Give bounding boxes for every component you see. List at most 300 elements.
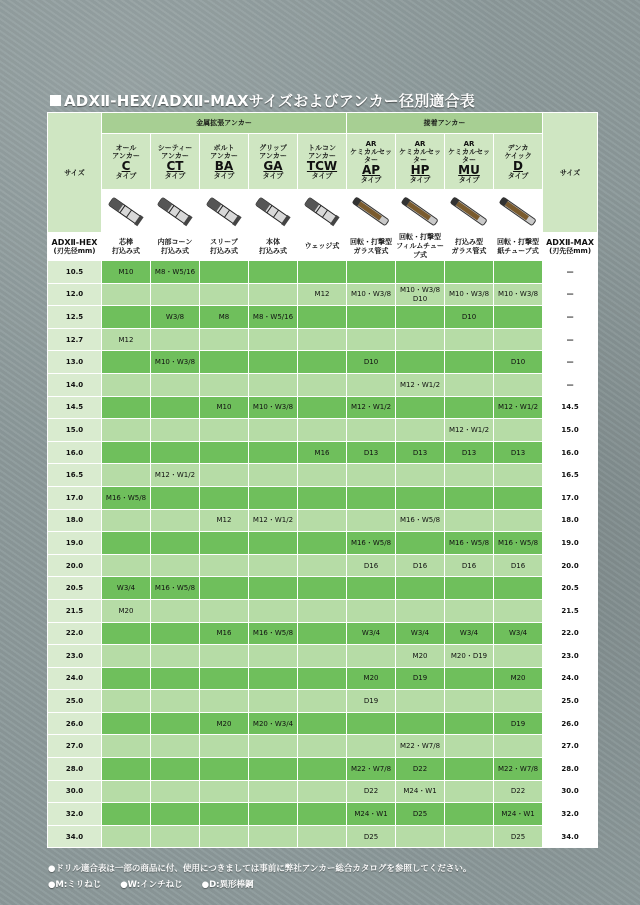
fit-cell: [200, 758, 249, 781]
max-size-cell: —: [543, 306, 598, 329]
anchor-method-6: 回転・打撃型 フィルムチューブ式: [396, 233, 444, 259]
fit-cell: [445, 328, 494, 351]
anchor-method-4: ウェッジ式: [298, 233, 347, 261]
hex-size-cell: 14.5: [48, 396, 102, 419]
max-size-cell: 26.0: [543, 712, 598, 735]
hex-size-cell: 23.0: [48, 645, 102, 668]
fit-cell: [102, 283, 151, 306]
hex-size-cell: 21.5: [48, 599, 102, 622]
fit-cell: M10・W3/8: [151, 351, 200, 374]
fit-cell: M20・W3/4: [249, 712, 298, 735]
hex-size-cell: 26.0: [48, 712, 102, 735]
anchor-image-2: [200, 190, 249, 233]
fit-cell: [298, 532, 347, 555]
anchor-code: C: [121, 158, 131, 173]
anchor-name: アンカー: [259, 151, 287, 160]
table-row: [48, 622, 598, 645]
fit-cell: [347, 464, 396, 487]
fit-cell: [200, 690, 249, 713]
fit-cell: [151, 486, 200, 509]
max-size-cell: 15.0: [543, 419, 598, 442]
fit-cell: W3/4: [396, 622, 445, 645]
fit-cell: M10・W3/8: [347, 283, 396, 306]
compatibility-table: [47, 112, 598, 848]
fit-cell: [151, 419, 200, 442]
fit-cell: M12・W1/2: [249, 509, 298, 532]
hex-size-cell: 13.0: [48, 351, 102, 374]
fit-cell: M20: [494, 667, 543, 690]
fit-cell: [298, 825, 347, 848]
fit-cell: [396, 599, 445, 622]
fit-cell: M10・W3/8: [249, 396, 298, 419]
adhesive-anchor-group-header: 接着アンカー: [347, 113, 543, 134]
anchor-code: CT: [166, 158, 184, 173]
fit-cell: [102, 419, 151, 442]
fit-cell: [200, 667, 249, 690]
fit-cell: [445, 509, 494, 532]
table-row: [48, 577, 598, 600]
hex-size-cell: 12.5: [48, 306, 102, 329]
fit-cell: M20: [200, 712, 249, 735]
fit-cell: D16: [347, 554, 396, 577]
fit-cell: [102, 306, 151, 329]
fit-cell: [494, 419, 543, 442]
fit-cell: [445, 464, 494, 487]
anchor-image-1: [151, 190, 200, 233]
fit-cell: [445, 758, 494, 781]
fit-cell: [151, 758, 200, 781]
fit-cell: [298, 803, 347, 826]
max-size-cell: —: [543, 328, 598, 351]
fit-cell: [249, 554, 298, 577]
anchor-image-4: [298, 190, 347, 233]
fit-cell: [200, 803, 249, 826]
legend-d: ●D:異形棒鋼: [201, 880, 254, 890]
fit-cell: [200, 645, 249, 668]
table-row: [48, 261, 598, 284]
fit-cell: [298, 645, 347, 668]
anchor-code: HP: [410, 162, 430, 177]
fit-cell: [347, 373, 396, 396]
fit-cell: [249, 486, 298, 509]
max-size-cell: 28.0: [543, 758, 598, 781]
fit-cell: D10: [494, 351, 543, 374]
anchor-prefix: シーティー: [157, 143, 193, 152]
anchor-header-5: [347, 134, 396, 190]
fit-cell: [445, 780, 494, 803]
left-size-header: サイズ: [48, 113, 102, 233]
anchor-bolt-icon: [202, 192, 246, 230]
fit-cell: [249, 464, 298, 487]
fit-cell: [494, 328, 543, 351]
fit-cell: [396, 351, 445, 374]
fit-cell: [102, 373, 151, 396]
anchor-image-8: [494, 190, 543, 233]
legend: [48, 878, 270, 890]
fit-cell: W3/4: [102, 577, 151, 600]
table-row: [48, 599, 598, 622]
fit-cell: M20・D19: [445, 645, 494, 668]
fit-cell: [445, 690, 494, 713]
fit-cell: [200, 328, 249, 351]
anchor-name: ケイック: [504, 151, 532, 160]
max-size-cell: —: [543, 351, 598, 374]
fit-cell: D13: [494, 441, 543, 464]
right-size-subheader: ADXⅡ-MAX (刃先径mm): [543, 233, 598, 261]
fit-cell: M8: [200, 306, 249, 329]
fit-cell: M10: [102, 261, 151, 284]
fit-cell: [298, 690, 347, 713]
fit-cell: [298, 509, 347, 532]
fit-cell: [249, 373, 298, 396]
fit-cell: M16・W5/8: [249, 622, 298, 645]
fit-cell: [298, 554, 347, 577]
right-size-header: サイズ: [543, 113, 598, 233]
fit-cell: D16: [445, 554, 494, 577]
chemical-capsule-icon: [447, 192, 491, 230]
fit-cell: [102, 509, 151, 532]
fit-cell: D10: [445, 306, 494, 329]
table-row: [48, 667, 598, 690]
fit-cell: [151, 825, 200, 848]
fit-cell: [102, 780, 151, 803]
page-title: ADXⅡ-HEX/ADXⅡ-MAXサイズおよびアンカー径別適合表: [50, 90, 475, 111]
fit-cell: [347, 261, 396, 284]
fit-cell: M20: [102, 599, 151, 622]
fit-cell: M8・W5/16: [151, 261, 200, 284]
anchor-type: タイプ: [311, 171, 333, 180]
fit-cell: M22・W7/8: [396, 735, 445, 758]
hex-size-cell: 20.5: [48, 577, 102, 600]
fit-cell: [494, 509, 543, 532]
anchor-wedge-icon: [300, 192, 344, 230]
fit-cell: [396, 712, 445, 735]
hex-size-cell: 15.0: [48, 419, 102, 442]
table-row: [48, 396, 598, 419]
fit-cell: [249, 283, 298, 306]
fit-cell: [102, 758, 151, 781]
anchor-image-3: [249, 190, 298, 233]
fit-cell: D25: [396, 803, 445, 826]
chemical-capsule-icon: [496, 192, 540, 230]
fit-cell: [396, 532, 445, 555]
anchor-type: タイプ: [213, 171, 235, 180]
hex-size-cell: 16.5: [48, 464, 102, 487]
fit-cell: M16・W5/8: [396, 509, 445, 532]
hex-size-cell: 34.0: [48, 825, 102, 848]
fit-cell: [102, 396, 151, 419]
anchor-type: タイプ: [360, 175, 382, 184]
fit-cell: [298, 735, 347, 758]
anchor-image-5: [347, 190, 396, 233]
fit-cell: [396, 306, 445, 329]
table-row: [48, 486, 598, 509]
fit-cell: [249, 419, 298, 442]
fit-cell: M20: [347, 667, 396, 690]
fit-cell: [347, 599, 396, 622]
hex-size-cell: 24.0: [48, 667, 102, 690]
fit-cell: [249, 667, 298, 690]
hex-size-cell: 28.0: [48, 758, 102, 781]
fit-cell: [494, 486, 543, 509]
fit-cell: [249, 599, 298, 622]
fit-cell: [151, 780, 200, 803]
fit-cell: [102, 667, 151, 690]
fit-cell: [151, 803, 200, 826]
fit-cell: [102, 803, 151, 826]
max-size-cell: 23.0: [543, 645, 598, 668]
anchor-header-7: [445, 134, 494, 190]
fit-cell: [200, 532, 249, 555]
fit-cell: [151, 396, 200, 419]
max-size-cell: 17.0: [543, 486, 598, 509]
fit-cell: [151, 532, 200, 555]
fit-cell: [249, 441, 298, 464]
max-size-cell: 25.0: [543, 690, 598, 713]
fit-cell: [347, 712, 396, 735]
table-row: [48, 441, 598, 464]
fit-cell: [396, 577, 445, 600]
fit-cell: [249, 690, 298, 713]
legend-m: ●M:ミリねじ: [48, 880, 102, 890]
anchor-prefix: トルコン: [308, 143, 336, 152]
max-size-cell: 16.5: [543, 464, 598, 487]
anchor-code: BA: [214, 158, 234, 173]
fit-cell: [347, 419, 396, 442]
fit-cell: [102, 554, 151, 577]
table-row: [48, 373, 598, 396]
footnote: ●ドリル適合表は一部の商品に付、使用につきましては事前に弊社アンカー総合カタログを参照してください。: [48, 864, 472, 874]
hex-size-cell: 19.0: [48, 532, 102, 555]
table-row: [48, 712, 598, 735]
table-row: [48, 780, 598, 803]
fit-cell: [249, 758, 298, 781]
fit-cell: [347, 645, 396, 668]
anchor-method-7: 打込み型 ガラス管式: [445, 233, 494, 261]
fit-cell: [347, 486, 396, 509]
fit-cell: [200, 735, 249, 758]
fit-cell: D10: [347, 351, 396, 374]
fit-cell: [396, 464, 445, 487]
table-row: [48, 351, 598, 374]
anchor-prefix: オール: [115, 143, 137, 152]
hex-size-cell: 10.5: [48, 261, 102, 284]
table-row: [48, 509, 598, 532]
fit-cell: [249, 532, 298, 555]
fit-cell: [200, 373, 249, 396]
fit-cell: [200, 486, 249, 509]
fit-cell: [151, 690, 200, 713]
anchor-image-7: [445, 190, 494, 233]
anchor-header-6: [396, 134, 445, 190]
hex-size-cell: 22.0: [48, 622, 102, 645]
fit-cell: [445, 486, 494, 509]
legend-w: ●W:インチねじ: [120, 880, 183, 890]
max-size-cell: —: [543, 261, 598, 284]
fit-cell: D25: [494, 825, 543, 848]
anchor-prefix: デンカ: [507, 143, 529, 152]
table-row: [48, 735, 598, 758]
anchor-name: アンカー: [112, 151, 140, 160]
anchor-name: ケミカルセッター: [399, 147, 442, 164]
table-row: [48, 328, 598, 351]
fit-cell: [102, 712, 151, 735]
fit-cell: D13: [347, 441, 396, 464]
anchor-method-2: スリーブ 打込み式: [200, 233, 249, 261]
hex-size-cell: 20.0: [48, 554, 102, 577]
hex-size-cell: 27.0: [48, 735, 102, 758]
fit-cell: [347, 509, 396, 532]
fit-cell: [151, 554, 200, 577]
fit-cell: [102, 645, 151, 668]
anchor-method-5: 回転・打撃型 ガラス管式: [347, 233, 396, 261]
anchor-name: アンカー: [308, 151, 336, 160]
fit-cell: [200, 441, 249, 464]
fit-cell: M10・W3/8: [494, 283, 543, 306]
fit-cell: D13: [396, 441, 445, 464]
anchor-name: アンカー: [161, 151, 189, 160]
fit-cell: [249, 645, 298, 668]
anchor-code: GA: [263, 158, 283, 173]
fit-cell: [396, 396, 445, 419]
fit-cell: D22: [396, 758, 445, 781]
anchor-type: タイプ: [115, 171, 137, 180]
anchor-prefix: ボルト: [213, 143, 235, 152]
fit-cell: [298, 373, 347, 396]
fit-cell: [298, 622, 347, 645]
fit-cell: [298, 486, 347, 509]
table-row: [48, 825, 598, 848]
fit-cell: M10・W3/8: [445, 283, 494, 306]
fit-cell: [396, 486, 445, 509]
hex-size-cell: 32.0: [48, 803, 102, 826]
table-row: [48, 758, 598, 781]
fit-cell: [445, 735, 494, 758]
anchor-header-4: [298, 134, 347, 190]
anchor-method-8: 回転・打撃型 紙チューブ式: [494, 233, 543, 261]
fit-cell: [494, 261, 543, 284]
fit-cell: [298, 712, 347, 735]
fit-cell: [494, 690, 543, 713]
fit-cell: W3/8: [151, 306, 200, 329]
fit-cell: M16・W5/8: [102, 486, 151, 509]
fit-cell: M12: [102, 328, 151, 351]
metal-anchor-group-header: 金属拡張アンカー: [102, 113, 347, 134]
hex-size-cell: 12.7: [48, 328, 102, 351]
fit-cell: M12・W1/2: [445, 419, 494, 442]
anchor-code: MU: [458, 162, 480, 177]
fit-cell: [396, 261, 445, 284]
anchor-method-3: 本体 打込み式: [249, 233, 298, 261]
fit-cell: [494, 645, 543, 668]
fit-cell: [200, 283, 249, 306]
fit-cell: [445, 396, 494, 419]
max-size-cell: 19.0: [543, 532, 598, 555]
anchor-header-0: [102, 134, 151, 190]
anchor-image-0: [102, 190, 151, 233]
fit-cell: W3/4: [494, 622, 543, 645]
fit-cell: M16: [298, 441, 347, 464]
max-size-cell: 22.0: [543, 622, 598, 645]
fit-cell: [200, 419, 249, 442]
fit-cell: [494, 306, 543, 329]
table-row: [48, 306, 598, 329]
anchor-type: タイプ: [164, 171, 186, 180]
fit-cell: [249, 825, 298, 848]
max-size-cell: 34.0: [543, 825, 598, 848]
fit-cell: W3/4: [445, 622, 494, 645]
fit-cell: [445, 599, 494, 622]
max-size-cell: 21.5: [543, 599, 598, 622]
anchor-prefix: グリップ: [259, 143, 287, 152]
hex-size-cell: 30.0: [48, 780, 102, 803]
anchor-image-6: [396, 190, 445, 233]
fit-cell: [396, 690, 445, 713]
fit-cell: D22: [494, 780, 543, 803]
fit-cell: [249, 803, 298, 826]
fit-cell: [151, 441, 200, 464]
fit-cell: [249, 261, 298, 284]
fit-cell: [445, 712, 494, 735]
hex-size-cell: 25.0: [48, 690, 102, 713]
fit-cell: [249, 577, 298, 600]
table-row: [48, 532, 598, 555]
fit-cell: [347, 328, 396, 351]
fit-cell: [151, 622, 200, 645]
anchor-code: D: [513, 158, 524, 173]
anchor-name: ケミカルセッター: [448, 147, 491, 164]
left-size-subheader: ADXⅡ-HEX (刃先径mm): [48, 233, 102, 261]
max-size-cell: 16.0: [543, 441, 598, 464]
fit-cell: M16: [200, 622, 249, 645]
fit-cell: D22: [347, 780, 396, 803]
anchor-method-1: 内部コーン 打込み式: [151, 233, 200, 261]
anchor-type: タイプ: [409, 175, 431, 184]
fit-cell: [298, 261, 347, 284]
fit-cell: [445, 577, 494, 600]
fit-cell: [249, 351, 298, 374]
fit-cell: [200, 577, 249, 600]
fit-cell: [102, 351, 151, 374]
fit-cell: D19: [347, 690, 396, 713]
table-row: [48, 283, 598, 306]
fit-cell: M16・W5/8: [494, 532, 543, 555]
fit-cell: M12・W1/2: [151, 464, 200, 487]
fit-cell: M8・W5/16: [249, 306, 298, 329]
anchor-name: アンカー: [210, 151, 238, 160]
fit-cell: [298, 758, 347, 781]
anchor-bolt-icon: [104, 192, 148, 230]
fit-cell: [445, 351, 494, 374]
fit-cell: [494, 464, 543, 487]
fit-cell: [200, 825, 249, 848]
anchor-prefix: AR: [365, 139, 377, 148]
fit-cell: [494, 577, 543, 600]
hex-size-cell: 17.0: [48, 486, 102, 509]
hex-size-cell: 12.0: [48, 283, 102, 306]
max-size-cell: —: [543, 283, 598, 306]
fit-cell: D16: [494, 554, 543, 577]
fit-cell: [445, 803, 494, 826]
fit-cell: [298, 780, 347, 803]
max-size-cell: 32.0: [543, 803, 598, 826]
anchor-name: ケミカルセッター: [350, 147, 393, 164]
fit-cell: M22・W7/8: [494, 758, 543, 781]
max-size-cell: 14.5: [543, 396, 598, 419]
fit-cell: [396, 825, 445, 848]
anchor-sleeve-icon: [153, 192, 197, 230]
table-row: [48, 690, 598, 713]
